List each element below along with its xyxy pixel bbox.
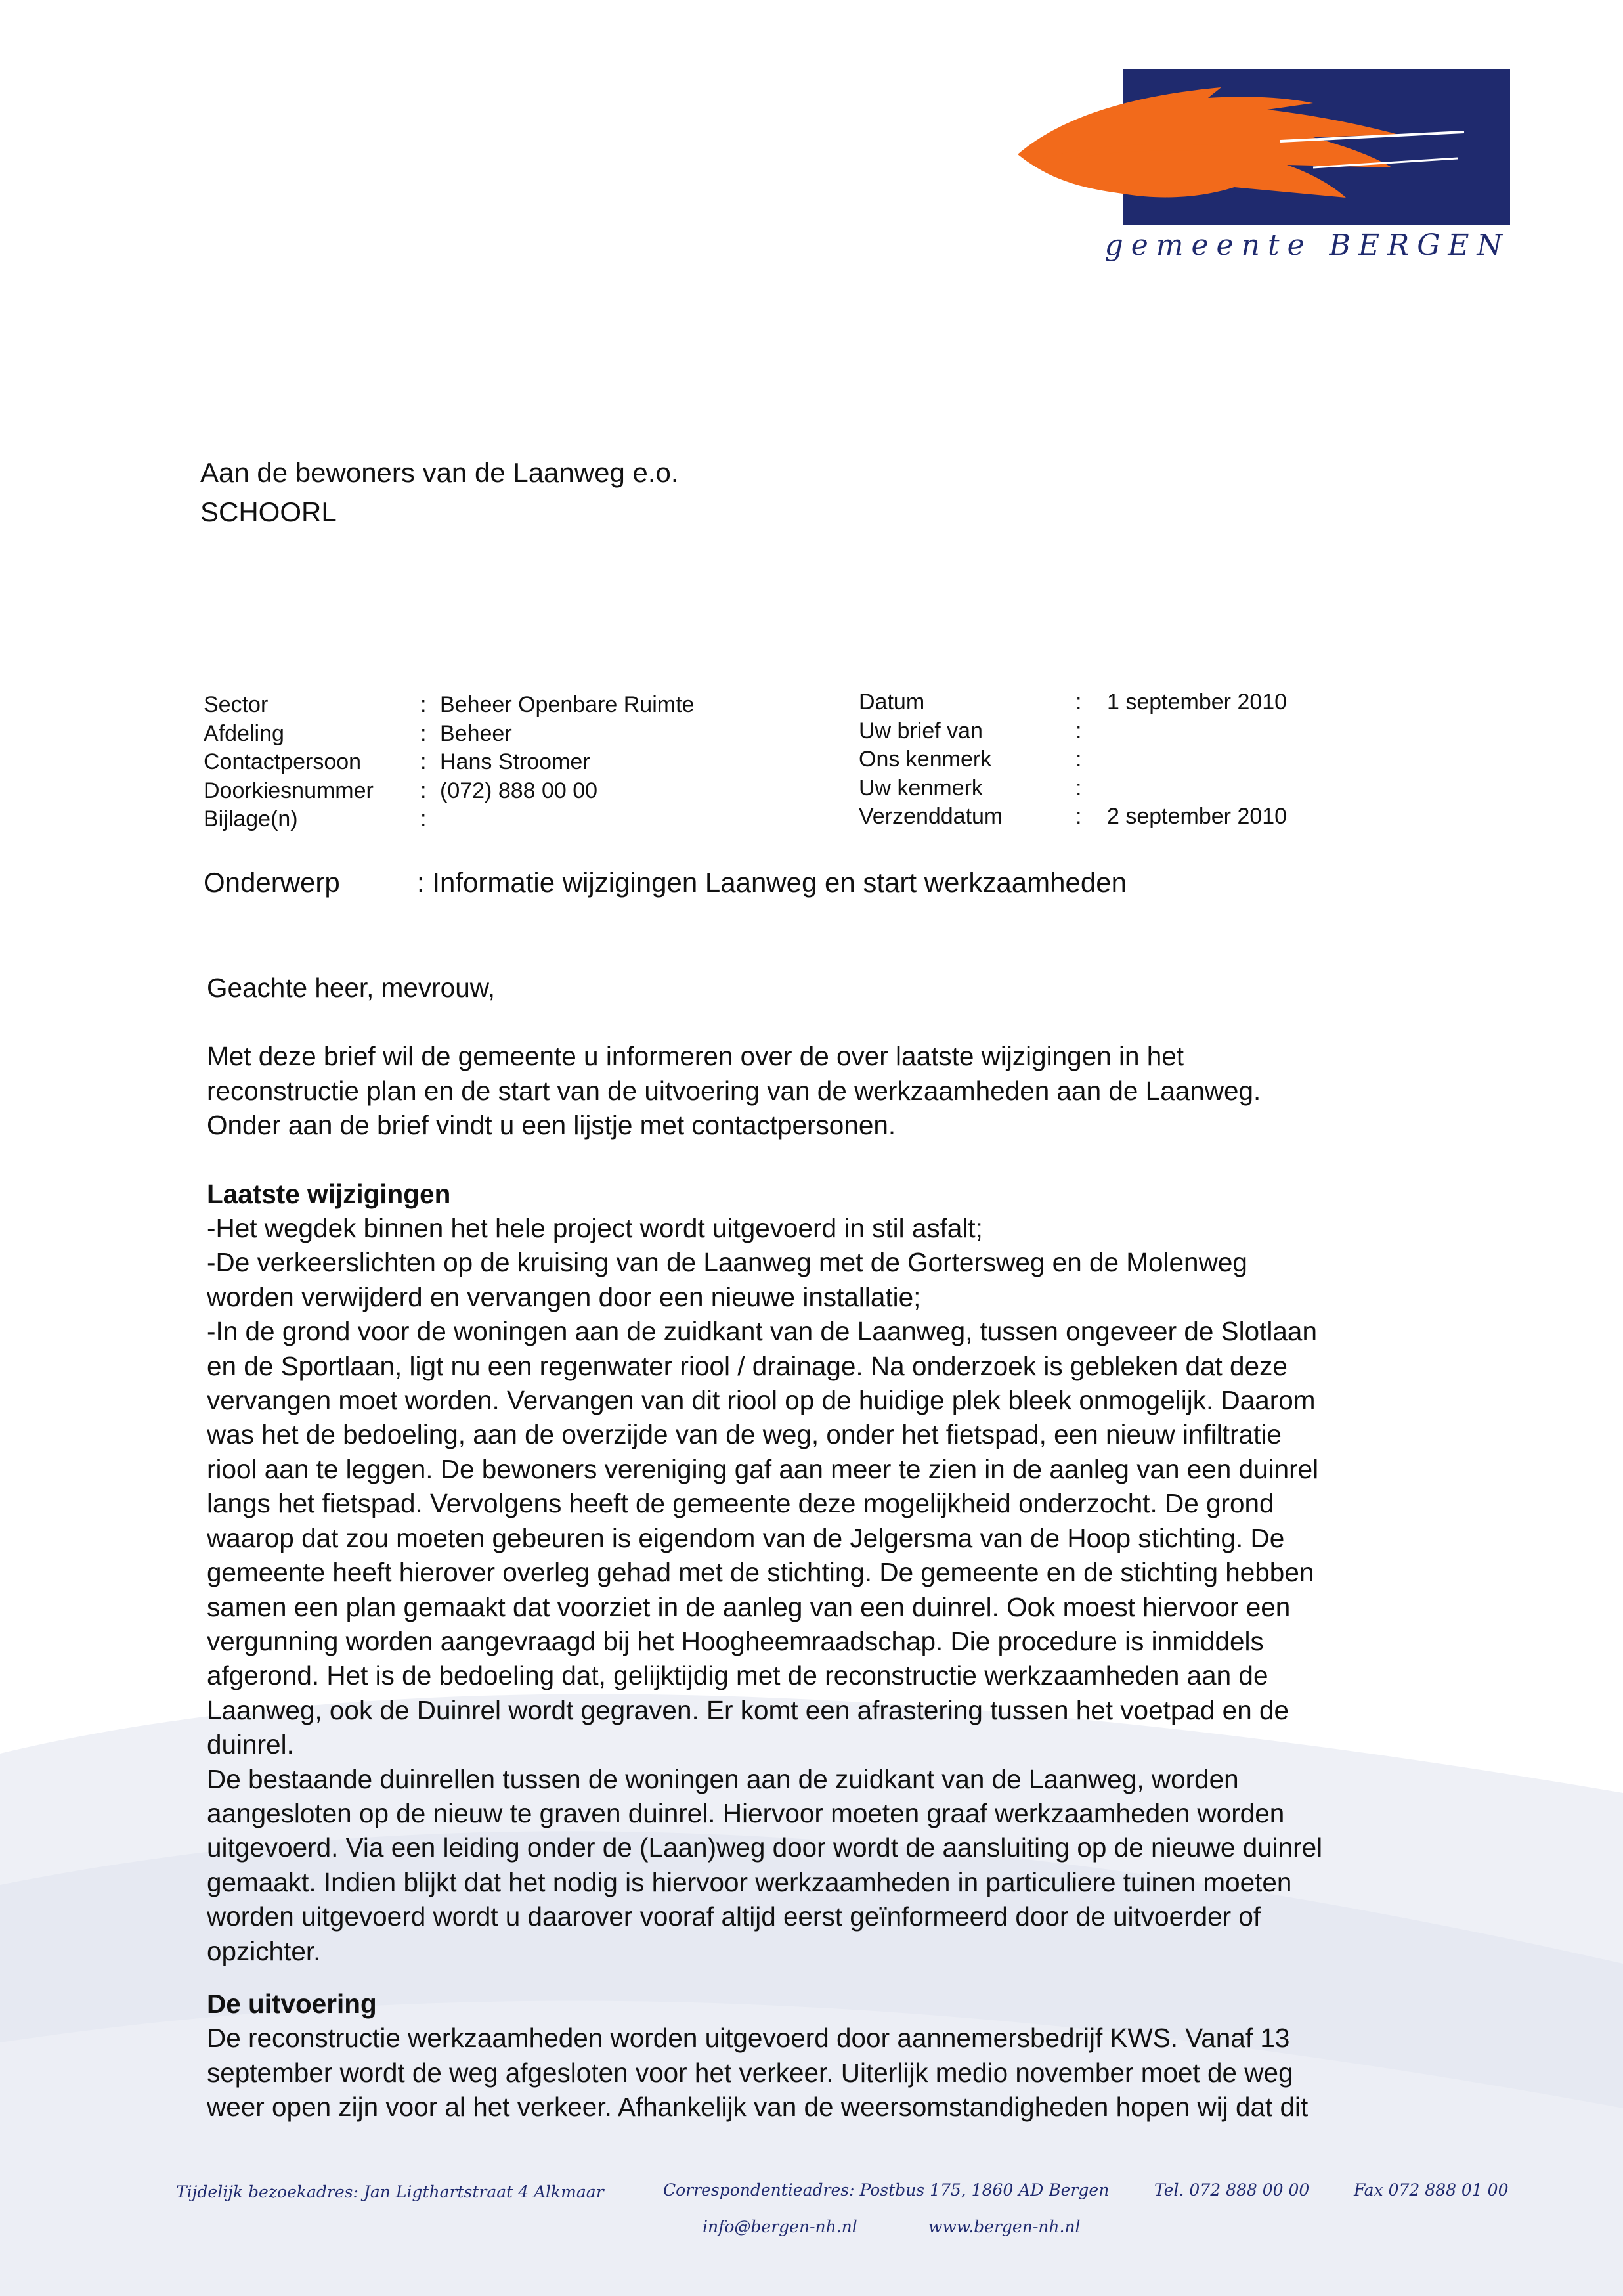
meta-value: 2 september 2010 xyxy=(1107,804,1288,829)
meta-value: 1 september 2010 xyxy=(1107,690,1288,715)
meta-label: Sector xyxy=(204,692,269,717)
body-line: -In de grond voor de woningen aan de zuidkant van de Laanweg, tussen ongeveer de Slotlaan xyxy=(207,1316,1317,1347)
meta-colon: : xyxy=(1075,718,1082,743)
body-line: riool aan te leggen. De bewoners vereniging gaf aan meer te zien in de aanleg van een duinrel xyxy=(207,1453,1319,1484)
meta-label: Uw kenmerk xyxy=(859,775,983,801)
footer-email: info@bergen-nh.nl xyxy=(703,2217,857,2236)
footer-visit-address: Tijdelijk bezoekadres: Jan Ligthartstraat 4 Alkmaar xyxy=(176,2182,604,2201)
meta-label: Verzenddatum xyxy=(859,804,1003,829)
meta-row xyxy=(204,720,694,749)
meta-colon: : xyxy=(420,749,427,774)
meta-label: Afdeling xyxy=(204,720,284,746)
meta-label: Datum xyxy=(859,690,925,715)
recipient-line: Aan de bewoners van de Laanweg e.o. xyxy=(200,457,679,488)
letter-body xyxy=(207,971,1487,2125)
section-heading: De uitvoering xyxy=(207,1988,377,2019)
meta-row xyxy=(204,748,694,777)
meta-row xyxy=(204,805,694,834)
meta-row xyxy=(859,717,1287,746)
meta-label: Ons kenmerk xyxy=(859,747,992,772)
body-line: samen een plan gemaakt dat voorziet in de aanleg van een duinrel. Ook moest hiervoor een xyxy=(207,1591,1291,1622)
body-line: weer open zijn voor al het verkeer. Afhankelijk van de weersomstandigheden hopen wij dat dit xyxy=(207,2092,1309,2123)
body-line: Met deze brief wil de gemeente u informeren over de over laatste wijzigingen in het xyxy=(207,1041,1184,1072)
meta-value: Beheer xyxy=(440,720,512,746)
body-line: opzichter. xyxy=(207,1935,321,1966)
body-line: september wordt de weg afgesloten voor het verkeer. Uiterlijk medio november moet de weg xyxy=(207,2057,1293,2088)
meta-row xyxy=(859,774,1287,803)
meta-colon: : xyxy=(420,692,427,717)
body-line: aangesloten op de nieuw te graven duinrel. Hiervoor moeten graaf werkzaamheden worden xyxy=(207,1798,1285,1828)
body-line: afgerond. Het is de bedoeling dat, gelijktijdig met de reconstructie werkzaamheden aan de xyxy=(207,1660,1268,1691)
meta-colon: : xyxy=(1075,804,1082,829)
meta-value: (072) 888 00 00 xyxy=(440,778,598,803)
meta-colon: : xyxy=(1075,690,1082,715)
meta-value: Beheer Openbare Ruimte xyxy=(440,692,695,717)
salutation: Geachte heer, mevrouw, xyxy=(207,973,495,1003)
meta-row xyxy=(859,745,1287,774)
section-heading: Laatste wijzigingen xyxy=(207,1178,451,1209)
meta-colon: : xyxy=(420,778,427,803)
body-line: vervangen moet worden. Vervangen van dit riool op de huidige plek bleek onmogelijk. Daarom xyxy=(207,1385,1316,1416)
body-line: -De verkeerslichten op de kruising van de Laanweg met de Gortersweg en de Molenweg xyxy=(207,1247,1247,1278)
body-line: duinrel. xyxy=(207,1729,294,1760)
footer-website: www.bergen-nh.nl xyxy=(928,2217,1081,2236)
body-line: worden uitgevoerd wordt u daarover vooraf altijd eerst geïnformeerd door de uitvoerder of xyxy=(207,1901,1261,1932)
meta-value: Hans Stroomer xyxy=(440,749,590,774)
recipient-address xyxy=(200,453,679,532)
footer-fax: Fax 072 888 01 00 xyxy=(1354,2180,1509,2199)
letter-meta-left xyxy=(204,691,694,834)
meta-row xyxy=(204,691,694,720)
meta-label: Uw brief van xyxy=(859,718,983,743)
meta-colon: : xyxy=(420,806,427,831)
body-line: vergunning worden aangevraagd bij het Hoogheemraadschap. Die procedure is inmiddels xyxy=(207,1625,1264,1656)
meta-colon: : xyxy=(1075,775,1082,801)
footer-phone: Tel. 072 888 00 00 xyxy=(1154,2180,1310,2199)
body-line: uitgevoerd. Via een leiding onder de (Laan)weg door wordt de aansluiting op de nieuwe duinrel xyxy=(207,1832,1323,1863)
body-line: was het de bedoeling, aan de overzijde van de weg, onder het fietspad, een nieuw infiltratie xyxy=(207,1419,1282,1450)
subject-value: : Informatie wijzigingen Laanweg en start werkzaamheden xyxy=(417,867,1127,898)
body-line: waarop dat zou moeten gebeuren is eigendom van de Jelgersma van de Hoop stichting. De xyxy=(207,1522,1285,1553)
body-line: Laanweg, ook de Duinrel wordt gegraven. Er komt een afrastering tussen het voetpad en de xyxy=(207,1694,1289,1725)
meta-row xyxy=(859,688,1287,717)
meta-label: Contactpersoon xyxy=(204,749,362,774)
body-line: gemeente heeft hierover overleg gehad met de stichting. De gemeente en de stichting hebben xyxy=(207,1557,1314,1588)
meta-row xyxy=(204,777,694,806)
meta-label: Doorkiesnummer xyxy=(204,778,374,803)
footer-correspondence-address: Correspondentieadres: Postbus 175, 1860 AD Bergen xyxy=(663,2180,1110,2199)
letter-meta-right xyxy=(859,688,1287,831)
body-line: De bestaande duinrellen tussen de woningen aan de zuidkant van de Laanweg, worden xyxy=(207,1763,1239,1794)
recipient-line: SCHOORL xyxy=(200,497,337,527)
meta-row xyxy=(859,803,1287,831)
body-line: worden verwijderd en vervangen door een nieuwe installatie; xyxy=(207,1281,921,1312)
logo-wordmark: gemeente BERGEN xyxy=(1104,229,1510,262)
body-line: en de Sportlaan, ligt nu een regenwater riool / drainage. Na onderzoek is gebleken dat deze xyxy=(207,1350,1288,1381)
body-line: reconstructie plan en de start van de uitvoering van de werkzaamheden aan de Laanweg. xyxy=(207,1075,1261,1106)
meta-label: Bijlage(n) xyxy=(204,806,298,831)
body-line: De reconstructie werkzaamheden worden uitgevoerd door aannemersbedrijf KWS. Vanaf 13 xyxy=(207,2023,1290,2054)
meta-colon: : xyxy=(1075,747,1082,772)
subject-label: Onderwerp xyxy=(204,867,340,898)
body-line: Onder aan de brief vindt u een lijstje met contactpersonen. xyxy=(207,1110,896,1141)
meta-colon: : xyxy=(420,720,427,746)
letter-subject xyxy=(204,867,1127,898)
body-line: langs het fietspad. Vervolgens heeft de gemeente deze mogelijkheid onderzocht. De grond xyxy=(207,1488,1274,1519)
body-line: -Het wegdek binnen het hele project wordt uitgevoerd in stil asfalt; xyxy=(207,1213,983,1244)
body-line: gemaakt. Indien blijkt dat het nodig is hiervoor werkzaamheden in particuliere tuinen moeten xyxy=(207,1866,1292,1897)
